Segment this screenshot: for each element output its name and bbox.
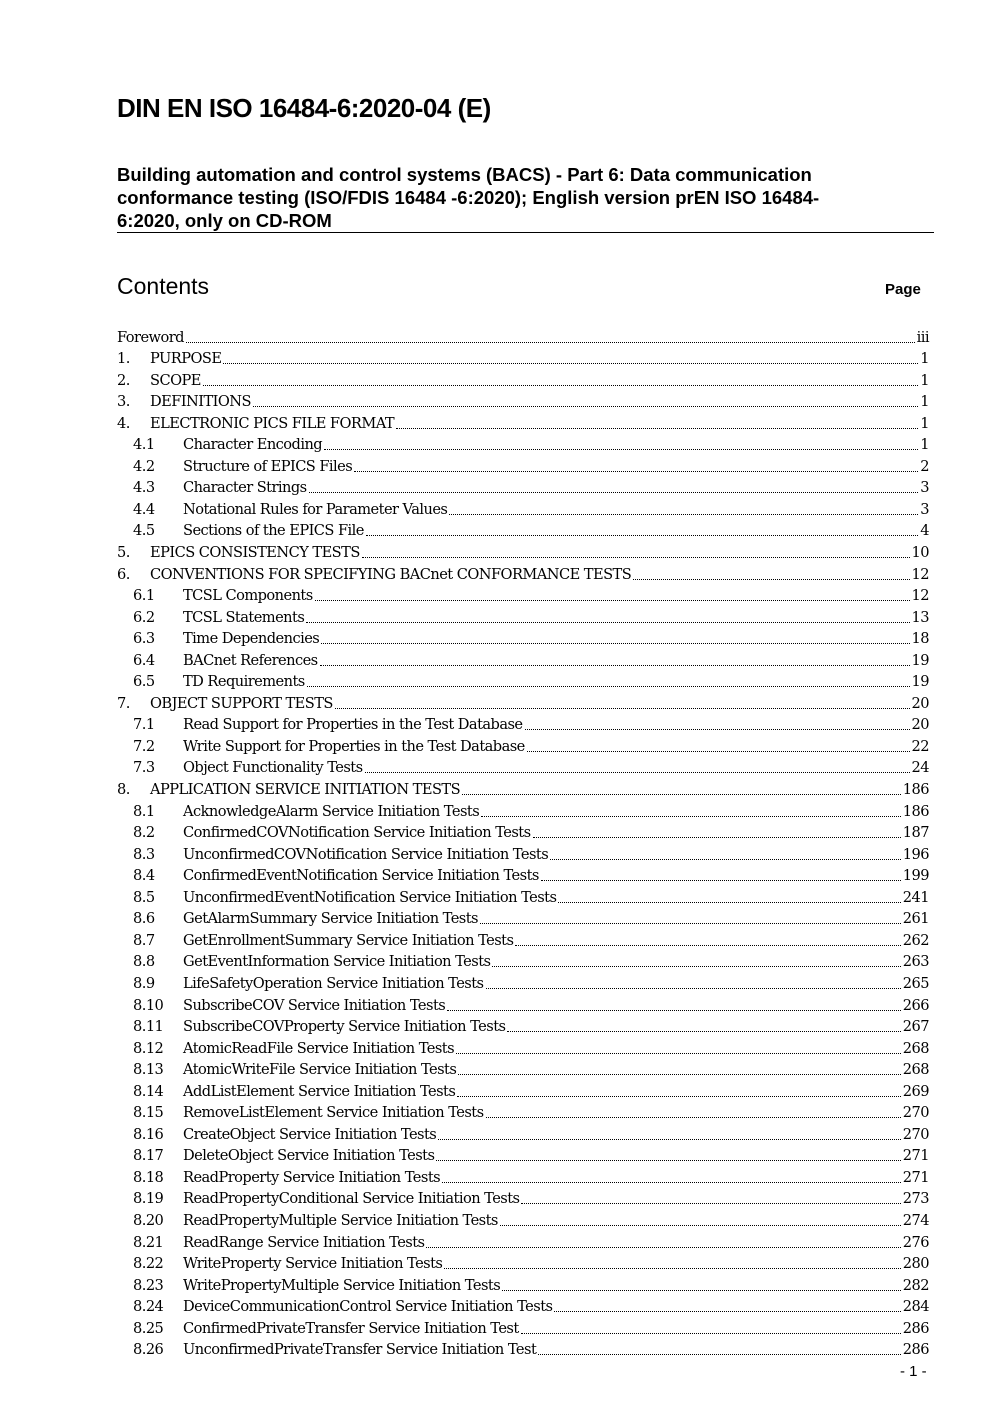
toc-entry-page: 266 xyxy=(902,996,929,1014)
toc-entry[interactable] xyxy=(117,477,929,499)
toc-entry[interactable] xyxy=(117,1296,929,1318)
toc-entry[interactable] xyxy=(117,649,929,671)
toc-entry-number: 4.2 xyxy=(133,457,155,475)
toc-entry[interactable] xyxy=(117,908,929,930)
toc-entry-page: 263 xyxy=(902,953,929,971)
toc-dot-leader xyxy=(436,1160,900,1161)
toc-entry-label: TCSL Components xyxy=(183,587,313,605)
toc-entry[interactable] xyxy=(117,1037,929,1059)
toc-dot-leader xyxy=(521,1333,901,1334)
toc-entry-page: 1 xyxy=(920,436,929,454)
toc-dot-leader xyxy=(354,471,918,472)
toc-entry-label: CreateObject Service Initiation Tests xyxy=(183,1125,437,1143)
toc-entry-number: 8.11 xyxy=(133,1018,164,1036)
toc-entry-page: 1 xyxy=(920,414,929,432)
toc-entry[interactable] xyxy=(117,541,929,563)
toc-entry-label: AtomicReadFile Service Initiation Tests xyxy=(183,1039,455,1057)
toc-entry[interactable] xyxy=(117,1339,929,1361)
toc-entry-label: AtomicWriteFile Service Initiation Tests xyxy=(183,1061,457,1079)
toc-entry-label: SubscribeCOV Service Initiation Tests xyxy=(183,996,446,1014)
toc-entry-label: WriteProperty Service Initiation Tests xyxy=(183,1255,443,1273)
toc-entry-number: 8.12 xyxy=(133,1039,164,1057)
toc-entry-page: 19 xyxy=(911,651,929,669)
toc-entry-number: 8.13 xyxy=(133,1061,164,1079)
toc-entry-number: 6.1 xyxy=(133,587,155,605)
toc-dot-leader xyxy=(462,794,901,795)
toc-entry-page: 186 xyxy=(902,781,929,799)
toc-entry-number: 6.5 xyxy=(133,673,155,691)
toc-entry-label: ReadPropertyMultiple Service Initiation Tests xyxy=(183,1211,498,1229)
toc-entry-page: 196 xyxy=(902,845,929,863)
toc-entry-number: 7.2 xyxy=(133,737,155,755)
toc-entry[interactable] xyxy=(117,1080,929,1102)
toc-entry-number: 5. xyxy=(117,544,130,562)
toc-entry-number: 2. xyxy=(117,371,130,389)
toc-entry-label: GetEnrollmentSummary Service Initiation Tests xyxy=(183,931,514,949)
toc-entry-number: 8.16 xyxy=(133,1125,164,1143)
toc-entry[interactable] xyxy=(117,735,929,757)
toc-entry[interactable] xyxy=(117,1188,929,1210)
toc-entry-page: 273 xyxy=(902,1190,929,1208)
toc-entry-label: ReadRange Service Initiation Tests xyxy=(183,1233,425,1251)
toc-entry-label: UnconfirmedCOVNotification Service Initiation Tests xyxy=(183,845,549,863)
toc-entry-number: 8.5 xyxy=(133,888,155,906)
toc-dot-leader xyxy=(253,406,918,407)
toc-entry[interactable] xyxy=(117,1102,929,1124)
toc-entry-page: 3 xyxy=(920,500,929,518)
toc-entry-page: 271 xyxy=(902,1147,929,1165)
toc-entry-page: 199 xyxy=(902,867,929,885)
toc-entry[interactable] xyxy=(117,1253,929,1275)
toc-dot-leader xyxy=(365,772,910,773)
toc-entry-label: LifeSafetyOperation Service Initiation Tests xyxy=(183,974,484,992)
toc-entry-number: 8.24 xyxy=(133,1298,164,1316)
toc-entry-page: 286 xyxy=(902,1319,929,1337)
toc-entry[interactable] xyxy=(117,994,929,1016)
toc-dot-leader xyxy=(456,1053,901,1054)
toc-entry[interactable] xyxy=(117,1317,929,1339)
toc-entry[interactable] xyxy=(117,563,929,585)
toc-entry-number: 8.4 xyxy=(133,867,155,885)
toc-entry[interactable] xyxy=(117,929,929,951)
toc-entry-page: 269 xyxy=(902,1082,929,1100)
document-id: DIN EN ISO 16484-6:2020-04 (E) xyxy=(117,93,491,123)
toc-entry[interactable] xyxy=(117,1231,929,1253)
toc-dot-leader xyxy=(554,1311,900,1312)
toc-entry-label: ConfirmedEventNotification Service Initiation Tests xyxy=(183,867,539,885)
toc-entry-number: 8.2 xyxy=(133,824,155,842)
toc-dot-leader xyxy=(458,1074,900,1075)
toc-dot-leader xyxy=(203,385,918,386)
toc-entry-page: 267 xyxy=(902,1018,929,1036)
toc-entry[interactable] xyxy=(117,412,929,434)
toc-entry-page: 18 xyxy=(911,630,929,648)
toc-entry-label: UnconfirmedEventNotification Service Initiation Tests xyxy=(183,888,557,906)
toc-entry-label: AddListElement Service Initiation Tests xyxy=(183,1082,456,1100)
toc-entry-label: Character Encoding xyxy=(183,436,323,454)
toc-entry-label: TD Requirements xyxy=(183,673,305,691)
toc-entry[interactable] xyxy=(117,757,929,779)
toc-entry-page: 241 xyxy=(902,888,929,906)
toc-entry-number: 4.5 xyxy=(133,522,155,540)
toc-dot-leader xyxy=(315,600,910,601)
toc-dot-leader xyxy=(486,988,901,989)
toc-entry[interactable] xyxy=(117,1145,929,1167)
toc-entry-label: ConfirmedCOVNotification Service Initiation Tests xyxy=(183,824,531,842)
toc-entry-number: 8.6 xyxy=(133,910,155,928)
toc-entry[interactable] xyxy=(117,369,929,391)
toc-entry-label: TCSL Statements xyxy=(183,608,305,626)
toc-entry[interactable] xyxy=(117,628,929,650)
toc-entry-label: Foreword xyxy=(117,328,184,346)
toc-entry-label: UnconfirmedPrivateTransfer Service Initiation Test xyxy=(183,1341,537,1359)
toc-entry-label: Read Support for Properties in the Test Database xyxy=(183,716,523,734)
toc-dot-leader xyxy=(309,492,919,493)
toc-dot-leader xyxy=(521,1203,900,1204)
toc-entry[interactable] xyxy=(117,606,929,628)
toc-entry[interactable] xyxy=(117,800,929,822)
toc-entry-number: 8.1 xyxy=(133,802,155,820)
toc-entry-page: 265 xyxy=(902,974,929,992)
toc-entry-number: 4.3 xyxy=(133,479,155,497)
toc-dot-leader xyxy=(492,966,900,967)
toc-dot-leader xyxy=(438,1139,901,1140)
toc-dot-leader xyxy=(426,1247,900,1248)
toc-entry-number: 7.3 xyxy=(133,759,155,777)
toc-dot-leader xyxy=(507,1031,900,1032)
toc-entry-label: ReadProperty Service Initiation Tests xyxy=(183,1168,441,1186)
toc-entry-label: GetEventInformation Service Initiation Tests xyxy=(183,953,491,971)
toc-dot-leader xyxy=(515,945,900,946)
toc-entry-page: 286 xyxy=(902,1341,929,1359)
toc-entry-number: 8.20 xyxy=(133,1211,164,1229)
toc-entry-label: ConfirmedPrivateTransfer Service Initiation Test xyxy=(183,1319,519,1337)
toc-entry[interactable] xyxy=(117,778,929,800)
toc-entry[interactable] xyxy=(117,951,929,973)
document-title xyxy=(117,163,917,232)
toc-entry-number: 8.7 xyxy=(133,931,155,949)
toc-entry-number: 8.15 xyxy=(133,1104,164,1122)
toc-dot-leader xyxy=(320,665,910,666)
toc-entry-label: DeleteObject Service Initiation Tests xyxy=(183,1147,435,1165)
toc-entry-page: 13 xyxy=(911,608,929,626)
toc-dot-leader xyxy=(541,880,901,881)
toc-entry-label: SubscribeCOVProperty Service Initiation Tests xyxy=(183,1018,506,1036)
toc-entry-label: Structure of EPICS Files xyxy=(183,457,353,475)
toc-entry-page: 268 xyxy=(902,1061,929,1079)
toc-entry-number: 6.4 xyxy=(133,651,155,669)
toc-entry-number: 8.18 xyxy=(133,1168,164,1186)
toc-entry-number: 8.22 xyxy=(133,1255,164,1273)
toc-entry-number: 8.21 xyxy=(133,1233,164,1251)
toc-entry-page: 3 xyxy=(920,479,929,497)
toc-entry-page: 268 xyxy=(902,1039,929,1057)
toc-entry-label: AcknowledgeAlarm Service Initiation Tests xyxy=(183,802,480,820)
toc-dot-leader xyxy=(442,1182,901,1183)
toc-entry-number: 8.9 xyxy=(133,974,155,992)
toc-entry[interactable] xyxy=(117,822,929,844)
toc-entry[interactable] xyxy=(117,865,929,887)
toc-entry-page: 262 xyxy=(902,931,929,949)
toc-entry[interactable] xyxy=(117,498,929,520)
toc-entry-page: 261 xyxy=(902,910,929,928)
toc-entry-number: 6.3 xyxy=(133,630,155,648)
toc-entry-label: DEFINITIONS xyxy=(150,393,251,411)
toc-entry-number: 8.17 xyxy=(133,1147,164,1165)
toc-dot-leader xyxy=(362,557,910,558)
toc-entry-label: Write Support for Properties in the Test Database xyxy=(183,737,525,755)
toc-entry[interactable] xyxy=(117,434,929,456)
document-title-line: 6:2020, only on CD-ROM xyxy=(117,210,332,231)
toc-entry-page: 20 xyxy=(911,716,929,734)
toc-entry-number: 8. xyxy=(117,781,130,799)
toc-dot-leader xyxy=(525,729,910,730)
toc-entry[interactable] xyxy=(117,520,929,542)
toc-dot-leader xyxy=(366,535,918,536)
footer-page-number: - 1 - xyxy=(900,1363,927,1380)
document-title-line: Building automation and control systems (BACS) - Part 6: Data communication xyxy=(117,164,812,185)
toc-entry-label: RemoveListElement Service Initiation Tests xyxy=(183,1104,484,1122)
toc-dot-leader xyxy=(527,751,910,752)
toc-entry-page: 270 xyxy=(902,1104,929,1122)
toc-entry[interactable] xyxy=(117,455,929,477)
toc-dot-leader xyxy=(335,708,910,709)
toc-dot-leader xyxy=(396,428,918,429)
toc-entry[interactable] xyxy=(117,1059,929,1081)
toc-dot-leader xyxy=(538,1354,901,1355)
toc-entry-label: PURPOSE xyxy=(150,350,222,368)
toc-dot-leader xyxy=(223,363,918,364)
toc-entry-page: 4 xyxy=(920,522,929,540)
toc-entry-page: 271 xyxy=(902,1168,929,1186)
toc-entry[interactable] xyxy=(117,886,929,908)
toc-entry-page: 186 xyxy=(902,802,929,820)
contents-heading: Contents xyxy=(117,273,210,299)
toc-entry-label: GetAlarmSummary Service Initiation Tests xyxy=(183,910,478,928)
toc-dot-leader xyxy=(324,449,918,450)
toc-entry-page: 24 xyxy=(911,759,929,777)
toc-dot-leader xyxy=(307,686,910,687)
toc-entry-page: 280 xyxy=(902,1255,929,1273)
toc-entry-page: 12 xyxy=(911,565,929,583)
toc-entry-label: DeviceCommunicationControl Service Initiation Tests xyxy=(183,1298,553,1316)
table-of-contents xyxy=(117,326,929,1360)
toc-entry-number: 8.10 xyxy=(133,996,164,1014)
toc-entry-number: 8.19 xyxy=(133,1190,164,1208)
document-title-line: conformance testing (ISO/FDIS 16484 -6:2020); English version prEN ISO 16484- xyxy=(117,187,820,208)
toc-entry-page: 1 xyxy=(920,371,929,389)
toc-entry[interactable] xyxy=(117,714,929,736)
toc-entry[interactable] xyxy=(117,1274,929,1296)
toc-dot-leader xyxy=(481,816,901,817)
toc-entry[interactable] xyxy=(117,585,929,607)
toc-dot-leader xyxy=(533,837,901,838)
toc-entry-label: Time Dependencies xyxy=(183,630,320,648)
toc-entry-page: 19 xyxy=(911,673,929,691)
toc-entry-number: 3. xyxy=(117,393,130,411)
toc-entry-label: APPLICATION SERVICE INITIATION TESTS xyxy=(150,781,461,799)
toc-entry-number: 1. xyxy=(117,350,130,368)
toc-dot-leader xyxy=(447,1010,901,1011)
toc-entry-number: 8.3 xyxy=(133,845,155,863)
page-column-label: Page xyxy=(885,281,921,298)
toc-entry[interactable] xyxy=(117,391,929,413)
toc-entry-label: EPICS CONSISTENCY TESTS xyxy=(150,544,360,562)
toc-entry-number: 6.2 xyxy=(133,608,155,626)
toc-entry-label: CONVENTIONS FOR SPECIFYING BACnet CONFORMANCE TESTS xyxy=(150,565,632,583)
toc-dot-leader xyxy=(306,622,909,623)
toc-dot-leader xyxy=(457,1096,900,1097)
toc-entry-label: ELECTRONIC PICS FILE FORMAT xyxy=(150,414,395,432)
toc-entry-page: 20 xyxy=(911,694,929,712)
toc-entry-page: 274 xyxy=(902,1211,929,1229)
toc-entry-label: Notational Rules for Parameter Values xyxy=(183,500,448,518)
toc-entry-label: BACnet References xyxy=(183,651,318,669)
toc-entry[interactable] xyxy=(117,671,929,693)
toc-entry-number: 8.8 xyxy=(133,953,155,971)
toc-entry-label: OBJECT SUPPORT TESTS xyxy=(150,694,333,712)
toc-dot-leader xyxy=(186,342,915,343)
toc-entry[interactable] xyxy=(117,1166,929,1188)
toc-entry-label: SCOPE xyxy=(150,371,201,389)
toc-dot-leader xyxy=(550,859,901,860)
toc-entry-number: 8.25 xyxy=(133,1319,164,1337)
toc-entry-page: iii xyxy=(916,328,929,346)
toc-entry[interactable] xyxy=(117,1123,929,1145)
toc-entry-number: 7.1 xyxy=(133,716,155,734)
toc-entry-number: 8.23 xyxy=(133,1276,164,1294)
toc-dot-leader xyxy=(321,643,909,644)
toc-entry-page: 2 xyxy=(920,457,929,475)
toc-entry-page: 1 xyxy=(920,393,929,411)
toc-entry[interactable] xyxy=(117,1016,929,1038)
toc-dot-leader xyxy=(480,923,901,924)
toc-entry-number: 8.14 xyxy=(133,1082,164,1100)
toc-dot-leader xyxy=(633,579,909,580)
toc-entry-page: 22 xyxy=(911,737,929,755)
toc-entry[interactable] xyxy=(117,348,929,370)
toc-entry-number: 8.26 xyxy=(133,1341,164,1359)
toc-entry-page: 10 xyxy=(911,544,929,562)
toc-dot-leader xyxy=(449,514,918,515)
toc-entry[interactable] xyxy=(117,843,929,865)
toc-entry-label: WritePropertyMultiple Service Initiation Tests xyxy=(183,1276,501,1294)
toc-dot-leader xyxy=(486,1117,901,1118)
toc-entry-page: 276 xyxy=(902,1233,929,1251)
toc-entry-label: ReadPropertyConditional Service Initiation Tests xyxy=(183,1190,520,1208)
toc-entry-number: 7. xyxy=(117,694,130,712)
toc-dot-leader xyxy=(502,1290,901,1291)
title-divider xyxy=(117,232,934,233)
toc-entry-label: Object Functionality Tests xyxy=(183,759,363,777)
toc-entry-label: Character Strings xyxy=(183,479,307,497)
toc-entry-label: Sections of the EPICS File xyxy=(183,522,364,540)
toc-entry[interactable] xyxy=(117,692,929,714)
toc-entry-page: 282 xyxy=(902,1276,929,1294)
toc-entry-page: 270 xyxy=(902,1125,929,1143)
toc-entry[interactable] xyxy=(117,326,929,348)
toc-entry-number: 4. xyxy=(117,414,130,432)
toc-entry-page: 284 xyxy=(902,1298,929,1316)
toc-entry-page: 1 xyxy=(920,350,929,368)
toc-dot-leader xyxy=(558,902,900,903)
toc-dot-leader xyxy=(500,1225,901,1226)
toc-entry-number: 6. xyxy=(117,565,130,583)
toc-entry-number: 4.1 xyxy=(133,436,155,454)
toc-entry-page: 187 xyxy=(902,824,929,842)
toc-entry-page: 12 xyxy=(911,587,929,605)
toc-entry[interactable] xyxy=(117,1209,929,1231)
toc-entry-number: 4.4 xyxy=(133,500,155,518)
toc-dot-leader xyxy=(444,1268,900,1269)
toc-entry[interactable] xyxy=(117,972,929,994)
